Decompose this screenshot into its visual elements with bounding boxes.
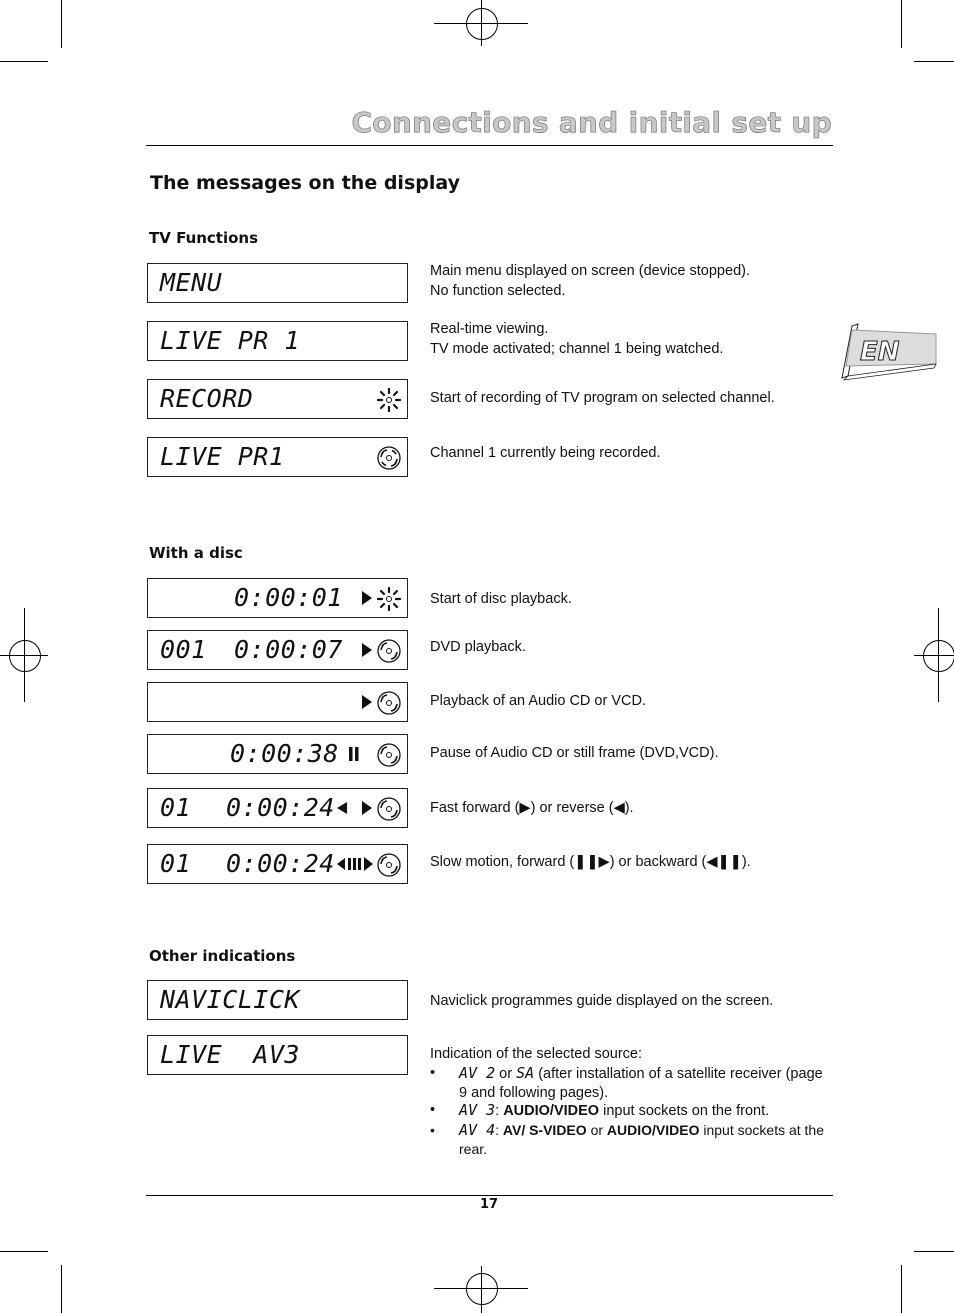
lcd-display: [147, 788, 408, 828]
bullet-text: input sockets at the rear.: [459, 1122, 825, 1157]
desc-line: Slow motion, forward (❚❚▶) or backward (◀❚❚).: [430, 854, 751, 870]
row-description: [430, 1044, 642, 1064]
disc-icon: [377, 691, 401, 715]
disc-recording-icon: [377, 388, 401, 412]
seg-text: AV 2: [459, 1064, 496, 1082]
row-description: [430, 743, 718, 763]
lcd-time: 0:00:38: [230, 739, 339, 768]
row-description: [430, 261, 750, 301]
row-description: [430, 798, 634, 818]
bullet-text: input sockets on the front.: [603, 1103, 770, 1119]
lcd-text: LIVE AV3: [160, 1040, 300, 1069]
reverse-forward-icon: [336, 800, 374, 816]
crop-mark: [0, 1251, 48, 1252]
footer-rule: [146, 1195, 833, 1196]
slow-motion-icon: [336, 856, 374, 872]
lcd-text: MENU: [160, 268, 223, 297]
lcd-time: 0:00:07: [234, 635, 343, 664]
lcd-display: [147, 379, 408, 419]
disc-loading-icon: [377, 587, 401, 611]
group-title-other: Other indications: [149, 947, 296, 965]
disc-icon: [377, 853, 401, 877]
row-description: [430, 637, 526, 657]
desc-line: Fast forward (▶) or reverse (◀).: [430, 800, 634, 816]
lcd-time: 0:00:24: [226, 793, 335, 822]
desc-line: Naviclick programmes guide displayed on the screen.: [430, 993, 774, 1009]
lcd-chapter: 01: [160, 793, 192, 822]
bullet-bold: AUDIO/VIDEO: [606, 1122, 700, 1138]
crop-mark: [0, 61, 48, 62]
bullet-text: (after installation of a satellite receiver (page 9 and following pages).: [459, 1066, 823, 1101]
disc-icon: [377, 743, 401, 767]
desc-line: TV mode activated; channel 1 being watched.: [430, 341, 724, 357]
lcd-chapter: 001: [160, 635, 207, 664]
crop-mark: [901, 0, 902, 48]
lcd-display: [147, 437, 408, 477]
crop-mark: [914, 61, 954, 62]
desc-line: Playback of an Audio CD or VCD.: [430, 693, 646, 709]
lcd-display: [147, 1035, 408, 1075]
lcd-text: LIVE PR1: [160, 442, 285, 471]
disc-icon: [377, 446, 401, 470]
desc-line: Real-time viewing.: [430, 321, 549, 337]
crop-mark: [61, 1265, 62, 1313]
play-icon: [361, 642, 373, 658]
language-tab-en: [838, 320, 938, 382]
bullet-bold: AUDIO/VIDEO: [503, 1103, 600, 1119]
desc-line: Main menu displayed on screen (device stopped).: [430, 263, 750, 279]
play-icon: [361, 694, 373, 710]
lcd-time: 0:00:01: [234, 583, 343, 612]
section-title: The messages on the display: [150, 172, 460, 194]
lcd-display: [147, 578, 408, 618]
title-rule: [146, 145, 833, 146]
row-description: [430, 319, 723, 359]
crop-mark: [61, 0, 62, 48]
desc-line: DVD playback.: [430, 639, 526, 655]
desc-line: No function selected.: [430, 283, 566, 299]
lcd-display: [147, 263, 408, 303]
desc-line: Pause of Audio CD or still frame (DVD,VCD).: [430, 745, 719, 761]
row-description: [430, 388, 775, 408]
bullet-text: or: [590, 1122, 604, 1138]
row-description: [430, 691, 646, 711]
seg-text: AV 4: [459, 1121, 496, 1139]
row-description: [430, 443, 661, 463]
disc-icon: [377, 797, 401, 821]
lcd-display: [147, 980, 408, 1020]
seg-text: AV 3: [459, 1101, 496, 1119]
row-description: [430, 589, 572, 609]
lcd-display: [147, 682, 408, 722]
page-number: 17: [480, 1197, 499, 1212]
desc-line: Channel 1 currently being recorded.: [430, 445, 661, 461]
pause-icon: [348, 746, 360, 762]
desc-line: Indication of the selected source:: [430, 1046, 642, 1062]
desc-line: Start of disc playback.: [430, 591, 572, 607]
group-title-tv: TV Functions: [149, 229, 259, 247]
group-title-disc: With a disc: [149, 544, 243, 562]
lcd-time: 0:00:24: [226, 849, 335, 878]
lcd-display: [147, 734, 408, 774]
bullet-bold: AV/ S-VIDEO: [502, 1122, 587, 1138]
play-icon: [361, 590, 373, 606]
bullet-text: or: [499, 1066, 513, 1082]
lcd-chapter: 01: [160, 849, 192, 878]
svg-text:EN: EN: [860, 337, 900, 367]
crop-mark: [914, 1251, 954, 1252]
desc-line: Start of recording of TV program on selected channel.: [430, 390, 775, 406]
seg-text: SA: [516, 1064, 535, 1082]
row-description: [430, 852, 751, 872]
crop-mark: [901, 1265, 902, 1313]
disc-icon: [377, 639, 401, 663]
lcd-display: [147, 630, 408, 670]
page-title: Connections and initial set up: [351, 106, 832, 139]
lcd-text: RECORD: [160, 384, 254, 413]
lcd-display: [147, 844, 408, 884]
lcd-text: NAVICLICK: [160, 985, 300, 1014]
row-description: [430, 991, 773, 1011]
lcd-text: LIVE PR 1: [160, 326, 300, 355]
lcd-display: [147, 321, 408, 361]
